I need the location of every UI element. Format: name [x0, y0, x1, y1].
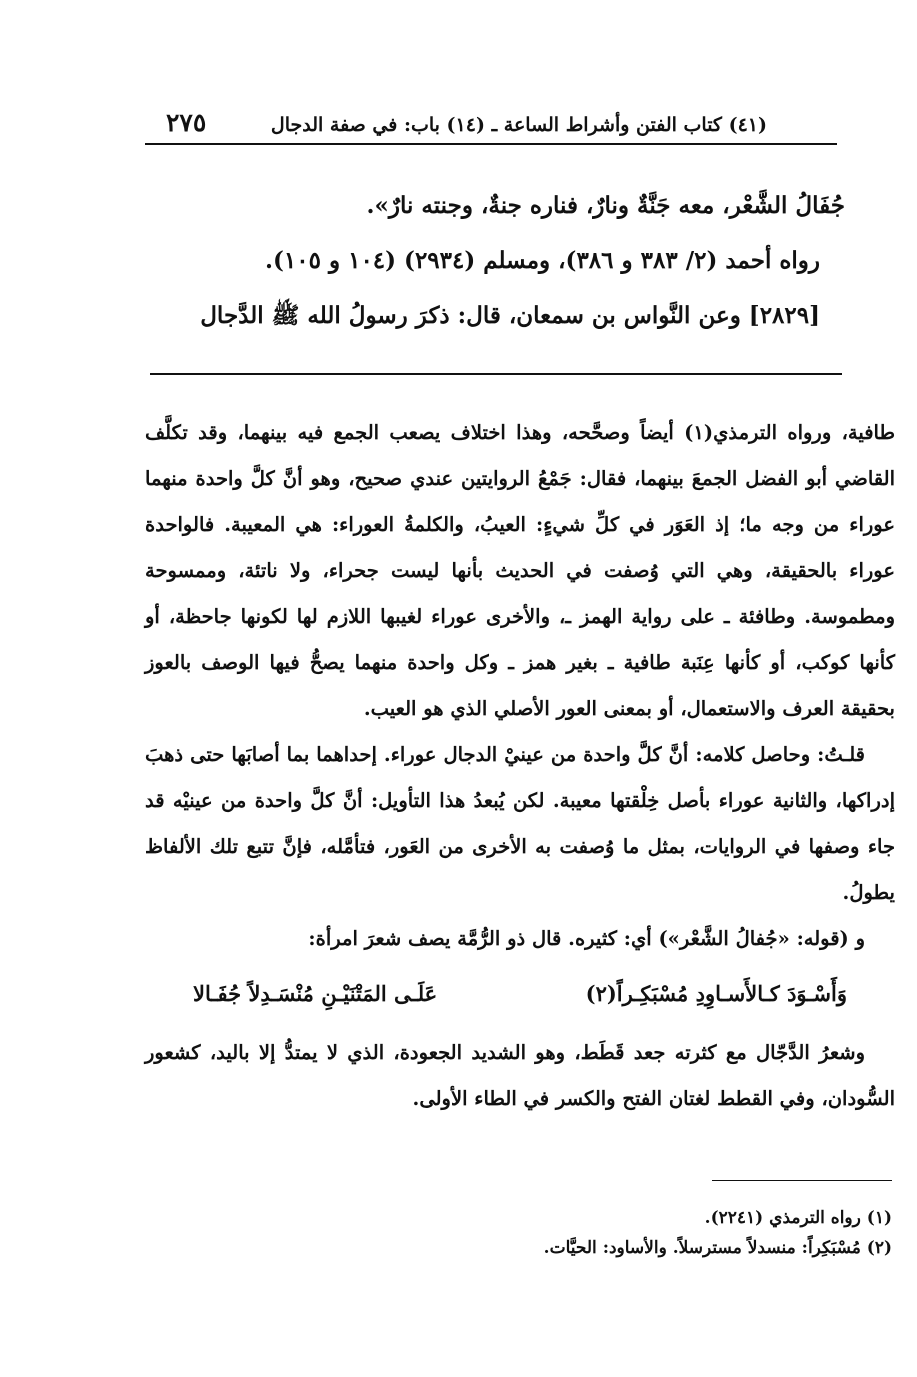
page-number: ٢٧٥	[166, 108, 207, 137]
footnotes-block	[142, 1203, 892, 1263]
header-divider	[145, 143, 837, 145]
running-header: (٤١) كتاب الفتن وأشراط الساعة ـ (١٤) باب: في صفة الدجال	[270, 114, 767, 136]
verse-first-hemistich: وَأَسْـوَدَ كـالأَسـاوِدِ مُسْبَكِـراً(٢)	[585, 981, 847, 1006]
poetry-verse	[145, 962, 895, 1030]
commentary-divider	[150, 373, 842, 375]
hadith-takhrij: رواه أحمد (٢/ ٣٨٣ و ٣٨٦)، ومسلم (٢٩٣٤) (١٠٤ و ١٠٥).	[265, 247, 820, 274]
commentary-paragraph: وشعرُ الدَّجّال مع كثرته جعد قَطَط، وهو الشديد الجعودة، الذي لا يمتدُّ إلا باليد، كشعور السُّودان، وفي القطط لغتان الفتح والكسر في الطاء الأولى.	[145, 1041, 895, 1110]
next-hadith-opening: [٢٨٢٩] وعن النَّواس بن سمعان، قال: ذكرَ رسولُ الله ﷺ الدَّجال	[200, 302, 820, 329]
verse-second-hemistich: عَلَـى المَتْنَيْـنِ مُنْسَـدِلاً جُفَـالا	[193, 981, 438, 1006]
hadith-text-block	[133, 178, 845, 343]
commentary-paragraph: قلـتُ: وحاصل كلامه: أنَّ كلَّ واحدة من عينيْ الدجال عوراء. إحداهما بما أصابَها حتى ذهبَ إدراكها، والثانية عوراء بأصل خِلْقتها معيبة. لكن يُبعدُ هذا التأويل: أنَّ كلَّ واحدة من عينيْه قد جاء وصفها في الروايات، بمثل ما وُصفت به الأخرى من العَور، فتأمَّله، فإنَّ تتبع تلك الألفاظ يطولُ.	[145, 743, 895, 904]
commentary-paragraph: و (قوله: «جُفالُ الشَّعْر») أي: كثيره. قال ذو الرُّمَّة يصف شعرَ امرأة:	[308, 927, 865, 950]
footnote-divider	[712, 1180, 892, 1181]
hadith-ending: جُفَالُ الشَّعْر، معه جَنَّةٌ ونارٌ، فناره جنةٌ، وجنته نارٌ».	[366, 192, 845, 219]
commentary-paragraph: طافية، ورواه الترمذي(١) أيضاً وصحَّحه، وهذا اختلاف يصعب الجمع فيه بينهما، وقد تكلَّف القاضي أبو الفضل الجمعَ بينهما، فقال: جَمْعُ الروايتين عندي صحيح، وهو أنَّ كلَّ واحدة منهما عوراء من وجه ما؛ إذ العَوَر في كلِّ شيءٍ: العيبُ، والكلمةُ العوراء: هي المعيبة. فالواحدة عوراء بالحقيقة، وهي التي وُصفت في الحديث بأنها ليست جحراء، ولا ناتئة، وممسوحة ومطموسة. وطافئة ـ على رواية الهمز ـ، والأخرى عوراء لغيبها اللازم لها لكونها جاحظة، أو كأنها كوكب، أو كأنها عِنَبة طافية ـ بغير همز ـ وكل واحدة منهما يصحُّ فيها الوصف بالعوز بحقيقة العرف والاستعمال، أو بمعنى العور الأصلي الذي هو العيب.	[145, 421, 895, 720]
commentary-block	[145, 410, 895, 1122]
footnote: (١) رواه الترمذي (٢٢٤١).	[704, 1208, 892, 1228]
footnote: (٢) مُسْبَكِراً: منسدلاً مسترسلاً. والأساود: الحيَّات.	[543, 1238, 892, 1258]
